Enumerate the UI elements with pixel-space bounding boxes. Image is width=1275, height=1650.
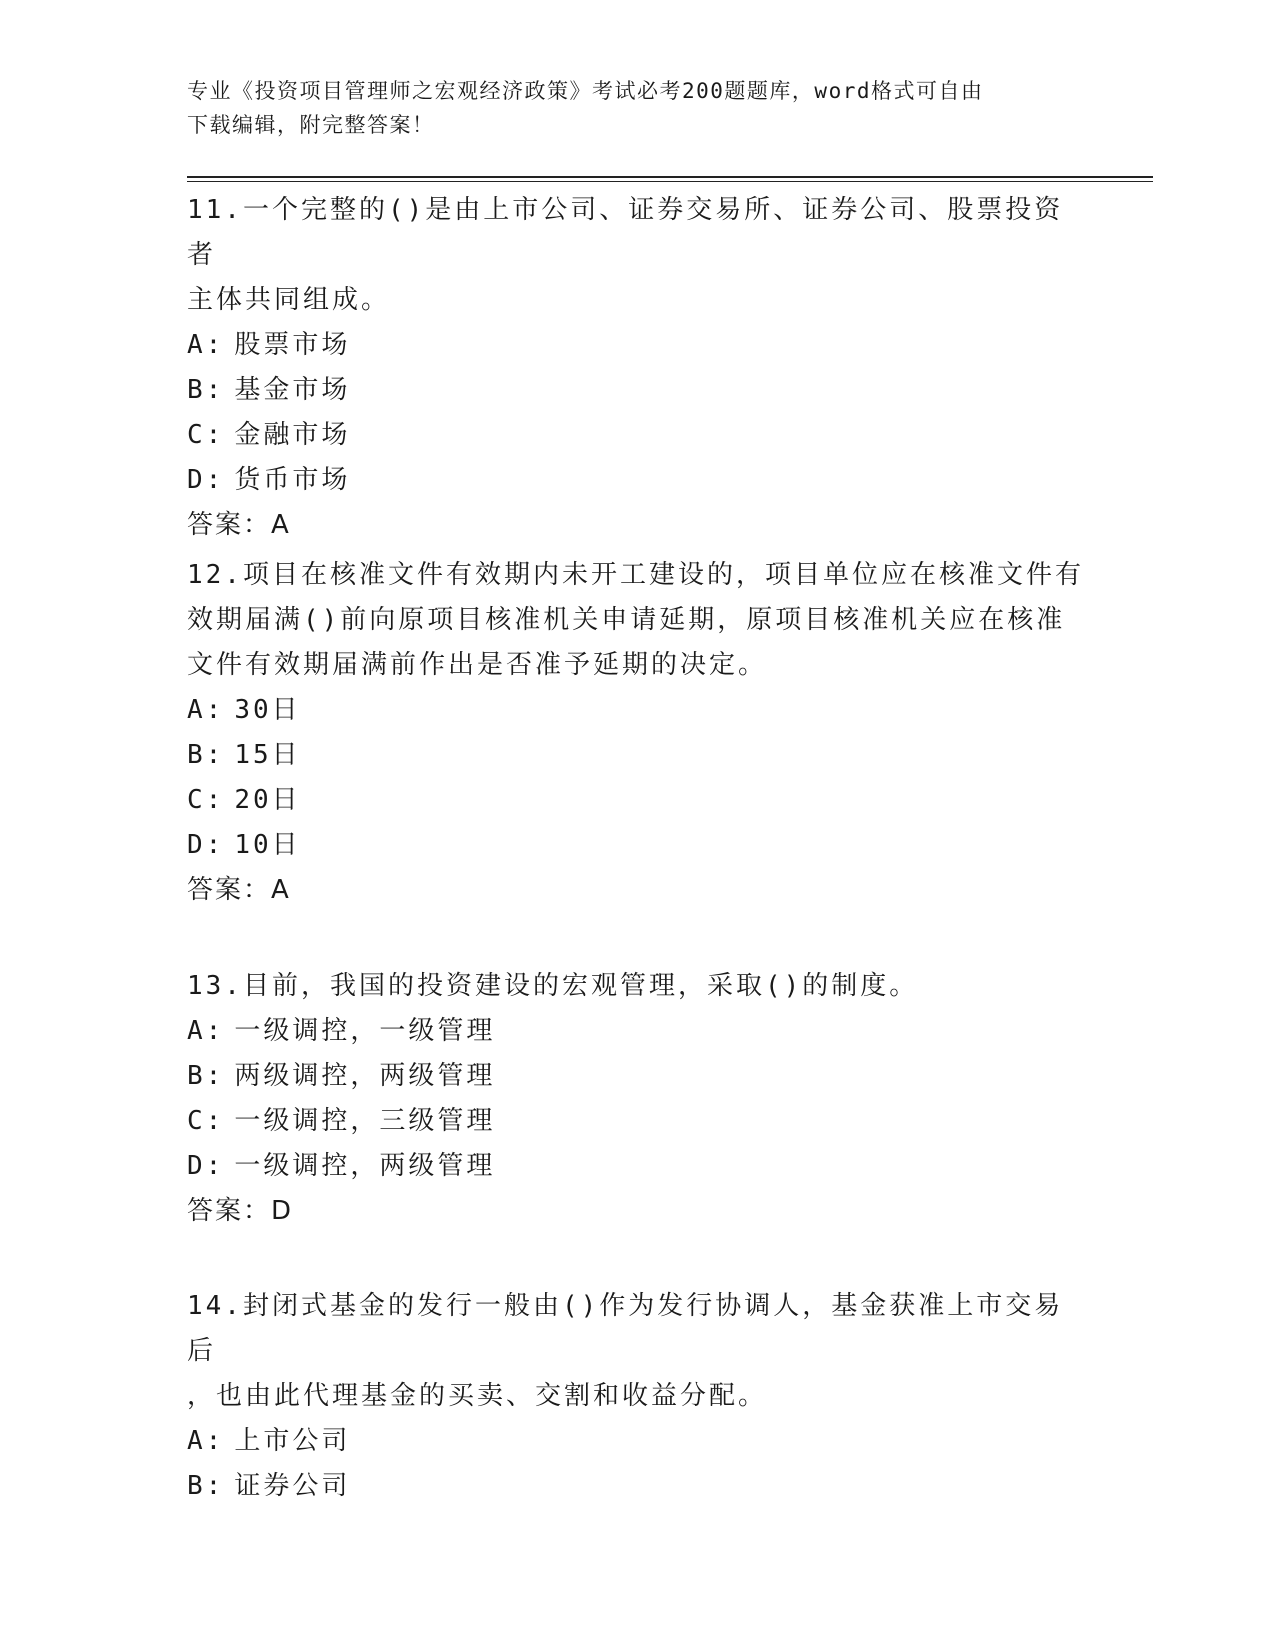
question-text-line: 11.一个完整的()是由上市公司、证券交易所、证券公司、股票投资者 <box>187 195 1064 270</box>
question-text-line: 13.目前，我国的投资建设的宏观管理，采取()的制度。 <box>187 971 919 1001</box>
question-number: 12. <box>187 560 243 590</box>
question-text-line: 12.项目在核准文件有效期内未开工建设的，项目单位应在核准文件有 <box>187 560 1084 590</box>
question-text-line: 主体共同组成。 <box>187 285 391 315</box>
option-a: A: 股票市场 <box>187 330 351 360</box>
option-c: C: 20日 <box>187 785 301 815</box>
option-c: C: 一级调控，三级管理 <box>187 1106 496 1136</box>
question-text-line: ，也由此代理基金的买卖、交割和收益分配。 <box>187 1381 768 1411</box>
header-divider-thick <box>187 176 1153 178</box>
question-12 <box>187 553 1087 913</box>
option-b: B: 基金市场 <box>187 375 351 405</box>
option-d: D: 一级调控，两级管理 <box>187 1151 496 1181</box>
answer-line: 答案：A <box>187 510 291 540</box>
answer-line: 答案：D <box>187 1196 294 1226</box>
question-14 <box>187 1284 1087 1509</box>
question-11 <box>187 188 1087 548</box>
option-b: B: 两级调控，两级管理 <box>187 1061 496 1091</box>
option-a: A: 上市公司 <box>187 1426 351 1456</box>
question-13 <box>187 964 1087 1234</box>
question-text-line: 效期届满()前向原项目核准机关申请延期，原项目核准机关应在核准 <box>187 605 1066 635</box>
option-d: D: 10日 <box>187 830 301 860</box>
question-number: 11. <box>187 195 243 225</box>
option-c: C: 金融市场 <box>187 420 351 450</box>
header-line-2: 下载编辑，附完整答案！ <box>187 113 435 137</box>
option-b: B: 15日 <box>187 740 301 770</box>
question-number: 14. <box>187 1291 243 1321</box>
option-a: A: 30日 <box>187 695 301 725</box>
option-d: D: 货币市场 <box>187 465 351 495</box>
question-number: 13. <box>187 971 243 1001</box>
question-text-line: 14.封闭式基金的发行一般由()作为发行协调人，基金获准上市交易后 <box>187 1291 1064 1366</box>
document-header <box>187 74 1067 142</box>
option-a: A: 一级调控，一级管理 <box>187 1016 496 1046</box>
answer-line: 答案：A <box>187 875 291 905</box>
question-text-line: 文件有效期届满前作出是否准予延期的决定。 <box>187 650 768 680</box>
header-divider-thin <box>187 181 1153 182</box>
option-b: B: 证券公司 <box>187 1471 351 1501</box>
header-line-1: 专业《投资项目管理师之宏观经济政策》考试必考200题题库，word格式可自由 <box>187 79 984 103</box>
